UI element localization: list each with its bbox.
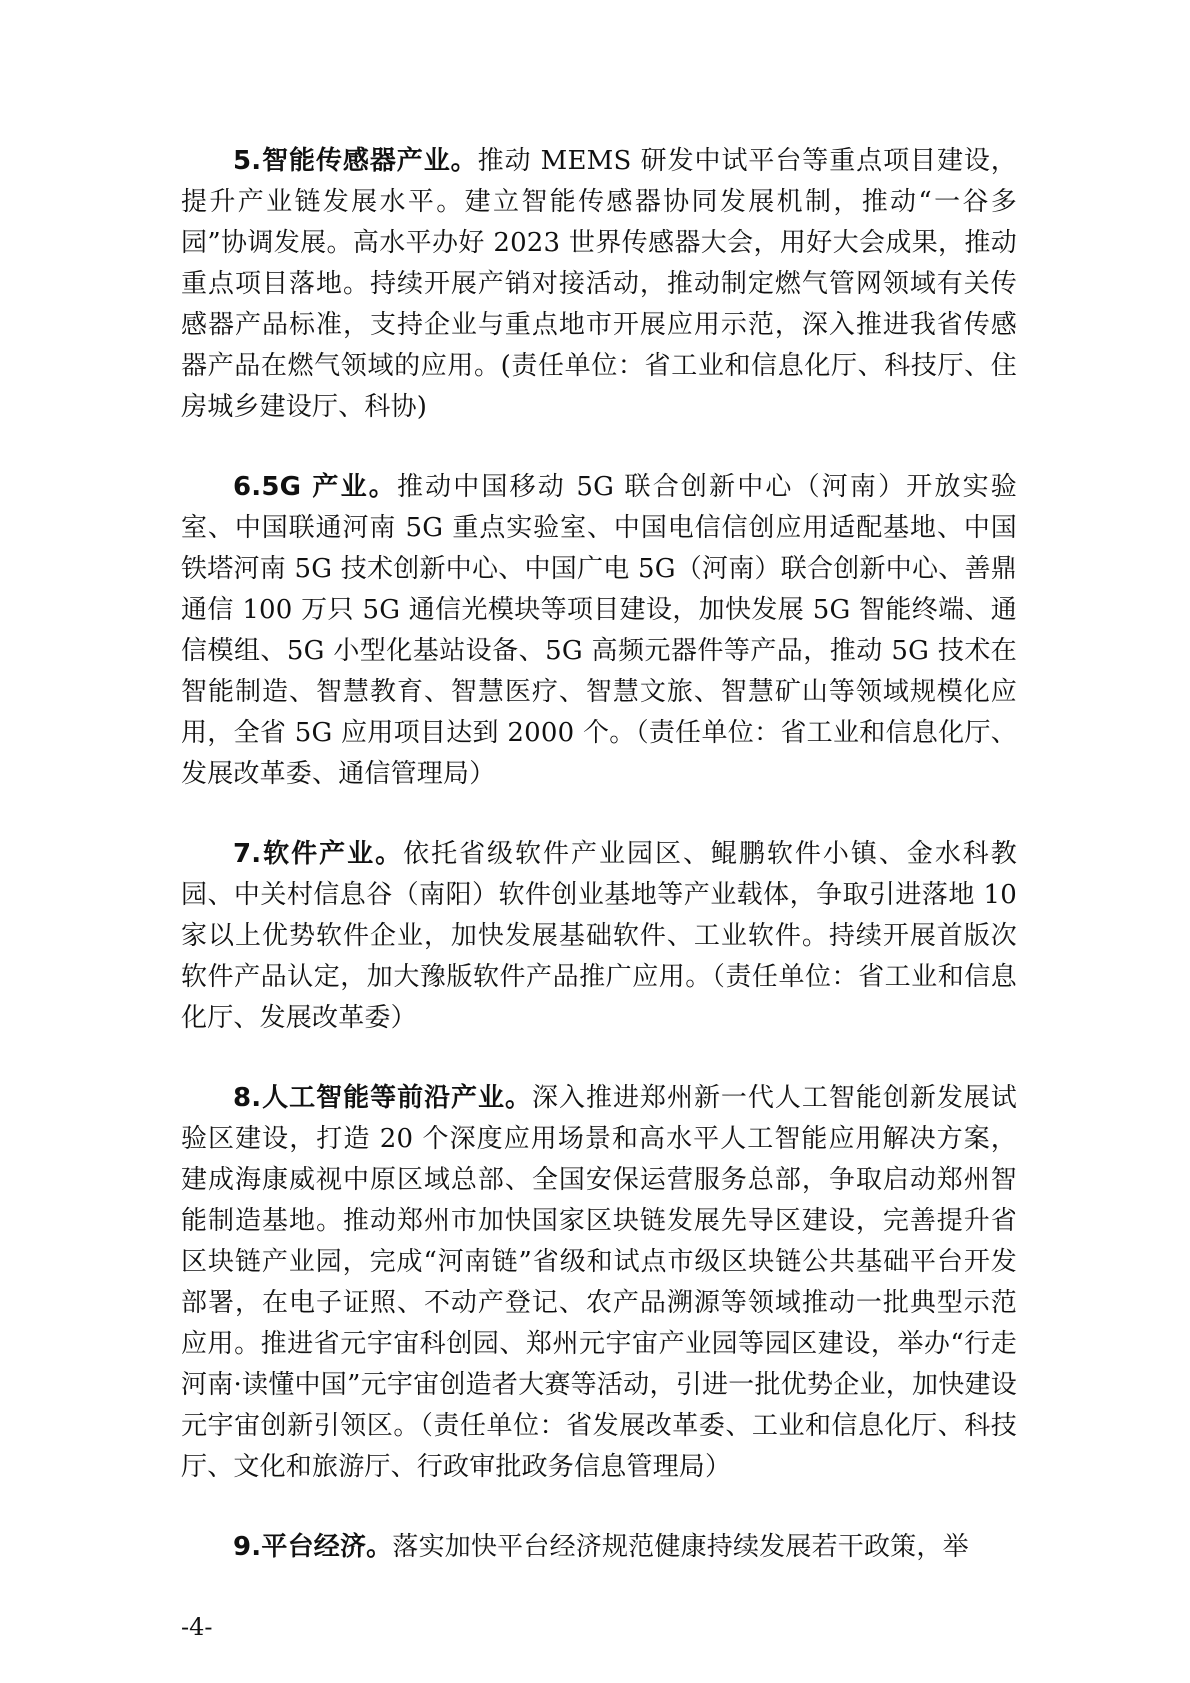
paragraph-heading: 7.软件产业。 xyxy=(233,839,404,869)
paragraph-platform-economy xyxy=(181,1527,1017,1568)
paragraph-heading: 9.平台经济。 xyxy=(233,1532,393,1562)
paragraph-text: 推动中国移动 5G 联合创新中心（河南）开放实验室、中国联通河南 5G 重点实验室、中国电信信创应用适配基地、中国铁塔河南 5G 技术创新中心、中国广电 5G（河南）联合创新中心、善鼎通信 100 万只 5G 通信光模块等项目建设，加快发展 5G 智能终端、通信模组、5G 小型化基站设备、5G 高频元器件等产品，推动 5G 技术在智能制造、智慧教育、智慧医疗、智慧文旅、智慧矿山等领域规模化应用，全省 5G 应用项目达到 2000 个。（责任单位：省工业和信息化厅、发展改革委、通信管理局） xyxy=(181,472,1017,789)
paragraph-ai-frontier-industry xyxy=(181,1078,1017,1488)
paragraph-smart-sensor-industry xyxy=(181,141,1017,428)
paragraph-text: 深入推进郑州新一代人工智能创新发展试验区建设，打造 20 个深度应用场景和高水平人工智能应用解决方案，建成海康威视中原区域总部、全国安保运营服务总部，争取启动郑州智能制造基地。推动郑州市加快国家区块链发展先导区建设，完善提升省区块链产业园，完成“河南链”省级和试点市级区块链公共基础平台开发部署，在电子证照、不动产登记、农产品溯源等领域推动一批典型示范应用。推进省元宇宙科创园、郑州元宇宙产业园等园区建设，举办“行走河南·读懂中国”元宇宙创造者大赛等活动，引进一批优势企业，加快建设元宇宙创新引领区。（责任单位：省发展改革委、工业和信息化厅、科技厅、文化和旅游厅、行政审批政务信息管理局） xyxy=(181,1083,1017,1482)
paragraph-software-industry xyxy=(181,834,1017,1039)
document-body xyxy=(181,141,1017,1568)
paragraph-heading: 6.5G 产业。 xyxy=(233,472,397,502)
paragraph-heading: 8.人工智能等前沿产业。 xyxy=(233,1083,533,1113)
paragraph-text: 落实加快平台经济规范健康持续发展若干政策，举 xyxy=(392,1532,969,1562)
page-number: -4- xyxy=(181,1613,213,1641)
paragraph-text: 依托省级软件产业园区、鲲鹏软件小镇、金水科教园、中关村信息谷（南阳）软件创业基地等产业载体，争取引进落地 10 家以上优势软件企业，加快发展基础软件、工业软件。持续开展首版次软件产品认定，加大豫版软件产品推广应用。（责任单位：省工业和信息化厅、发展改革委） xyxy=(181,839,1017,1033)
paragraph-heading: 5.智能传感器产业。 xyxy=(233,146,478,176)
paragraph-5g-industry xyxy=(181,467,1017,795)
paragraph-text: 推动 MEMS 研发中试平台等重点项目建设，提升产业链发展水平。建立智能传感器协同发展机制，推动“一谷多园”协调发展。高水平办好 2023 世界传感器大会，用好大会成果，推动重点项目落地。持续开展产销对接活动，推动制定燃气管网领域有关传感器产品标准，支持企业与重点地市开展应用示范，深入推进我省传感器产品在燃气领域的应用。(责任单位：省工业和信息化厅、科技厅、住房城乡建设厅、科协) xyxy=(181,146,1018,422)
